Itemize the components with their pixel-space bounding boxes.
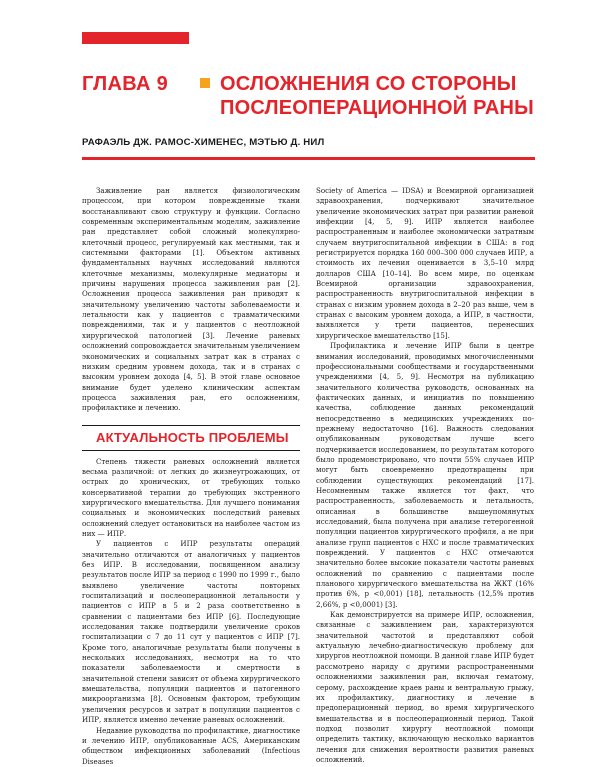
right-column <box>316 186 534 765</box>
chapter-authors: РАФАЭЛЬ ДЖ. РАМОС-ХИМЕНЕС, МЭТЬЮ Д. НИЛ <box>82 137 325 148</box>
body-paragraph: У пациентов с ИПР результаты операций значительно отличаются от аналогичных у пациентов без ИПР. В исследовании, посвященном анализу результатов после ИПР за период с 1990 по 1999 г., было выявлено увеличение частоты повторных госпитализаций и послеоперационной летальности у пациентов с ИПР в 5 и 2 раза соответственно в сравнении с пациентами без ИПР [6]. Последующие исследования также подтвердили увеличение сроков госпитализации с 7 до 11 сут у пациентов с ИПР [7]. Кроме того, аналогичные результаты были получены в нескольких исследованиях, несмотря на то что показатели заболеваемости и смертности в значительной степени зависят от объема хирургического вмешательства, популяции пациентов и патогенного микроорганизма [8]. Основным фактором, требующим увеличения ресурсов и затрат в популяции пациентов с ИПР, является именно лечение раневых осложнений. <box>82 539 300 725</box>
chapter-title: ОСЛОЖНЕНИЯ СО СТОРОНЫ ПОСЛЕОПЕРАЦИОННОЙ РАНЫ <box>220 73 534 119</box>
chapter-label: ГЛАВА 9 <box>82 73 168 95</box>
top-red-bar <box>82 32 189 44</box>
intro-paragraph: Заживление ран является физиологическим процессом, при котором поврежденные ткани восстанавливают свою структуру и функции. Согласно современным экспериментальным моделям, заживление ран представляет собой сложный молекулярно-клеточный процесс, регулируемый как местными, так и системными факторами [1]. Объектом активных фундаментальных научных исследований являются клеточные механизмы, молекулярные медиаторы и причины нарушения процесса заживления ран [2]. Осложнения процесса заживления ран приводят к значительному увеличению частоты заболеваемости и летальности как у пациентов с травматическими повреждениями, так и у пациентов с неотложной хирургической патологией [3]. Лечение раневых осложнений сопровождается значительным увеличением экономических и социальных затрат как в странах с низким средним уровнем дохода, так и в странах с высоким уровнем дохода [4, 5]. В этой главе основное внимание будет уделено клиническим аспектам процесса заживления ран, его осложнениям, профилактике и лечению. <box>82 186 300 413</box>
body-paragraph: Степень тяжести раневых осложнений является весьма различной: от легких до жизнеугрожающих, от острых до хронических, от требующих только консервативной терапии до требующих экстренного хирургического вмешательства. Для лучшего понимания социальных и экономических последствий раневых осложнений следует остановиться на наиболее частом из них — ИПР. <box>82 456 300 538</box>
section-heading: АКТУАЛЬНОСТЬ ПРОБЛЕМЫ <box>82 425 300 451</box>
body-paragraph: Недавние руководства по профилактике, диагностике и лечению ИПР, опубликованные ACS, Американским обществом инфекционных заболеваний (Infectious Diseases <box>82 725 300 766</box>
header-divider <box>82 157 535 160</box>
body-paragraph: Как демонстрируется на примере ИПР, осложнения, связанные с заживлением ран, характеризуются значительной частотой и представляют собой актуальную лечебно-диагностическую проблему для хирургов неотложной помощи. В данной главе ИПР будет рассмотрено наряду с другими распространенными осложнениями заживления ран, включая гематому, серому, расхождение краев раны и вентральную грыжу, их профилактику, диагностику и лечение в предоперационный период, во время хирургического вмешательства и в послеоперационный период. Такой подход позволит хирургу неотложной помощи определить тактику, включающую несколько вариантов лечения для снижения вероятности развития раневых осложнений. <box>316 610 534 764</box>
body-paragraph: Профилактика и лечение ИПР были в центре внимания исследований, проводимых многочисленными профессиональными сообществами и государственными учреждениями [4, 5, 9]. Несмотря на публикацию значительного количества руководств, основанных на фактических данных, и инициатив по повышению качества, соблюдение данных рекомендаций непосредственно в медицинских учреждениях по-прежнему недостаточно [16]. Важность следования опубликованным руководствам лучше всего подчеркивается исследованием, по результатам которого было продемонстрировано, что почти 55% случаев ИПР могут быть своевременно предотвращены при соблюдении существующих рекомендаций [17]. Несомненным также является тот факт, что распространенность, заболеваемость и летальность, описанная в большинстве вышеупомянутых исследований, была получена при анализе гетерогенной популяции пациентов хирургического профиля, а не при анализе групп пациентов с НХС и после травматических повреждений. У пациентов с НХС отмечаются значительно более высокие показатели частоты раневых осложнений по сравнению с пациентами после планового хирургического вмешательства на ЖКТ (16% против 6%, p <0,001) [18], летальность (12,5% против 2,66%, p <0,0001) [3]. <box>316 341 534 609</box>
chapter-bullet-square <box>200 78 210 88</box>
body-paragraph-continued: Society of America — IDSA) и Всемирной организацией здравоохранения, подчеркивают значительное увеличение экономических затрат при развитии раневой инфекции [4, 5, 9]. ИПР является наиболее распространенным и наиболее экономически затратным случаем внутригоспитальной инфекции в США: в год регистрируется порядка 160 000–300 000 случаев ИПР, а стоимость их лечения оценивается в 3,5–10 млрд долларов США [10–14]. Во всем мире, по оценкам Всемирной организации здравоохранения, распространенность внутригоспитальной инфекции в странах с низким уровнем дохода в 2–20 раз выше, чем в странах с высоким уровнем дохода, а ИПР, в частности, выявляется у трети пациентов, перенесших хирургическое вмешательство [15]. <box>316 186 534 340</box>
left-column <box>82 186 300 767</box>
